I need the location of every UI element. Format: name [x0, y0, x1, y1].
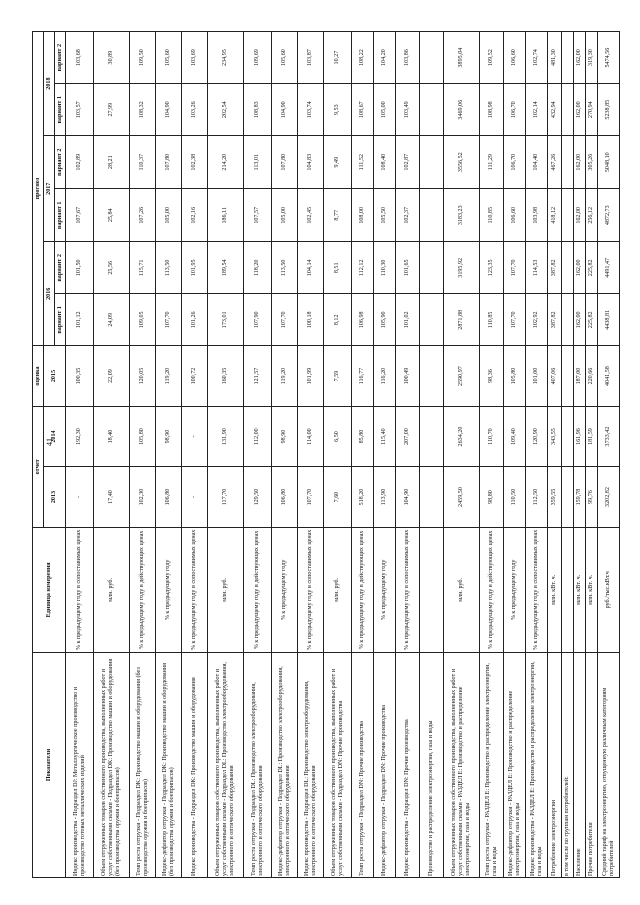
table-row [574, 32, 586, 878]
value-cell: 359,55 [548, 467, 562, 527]
value-cell: 518,20 [352, 467, 374, 527]
value-cell: - [182, 467, 208, 527]
value-cell [562, 294, 574, 346]
indicator-cell: Темп роста отгрузки - Подраздел DL: Производство электрооборудования, электронного и оптического оборудования [244, 653, 272, 878]
value-cell: 105,60 [272, 32, 298, 84]
value-cell: 234,95 [208, 32, 244, 84]
value-cell: 162,00 [574, 136, 586, 189]
value-cell: 27,99 [94, 84, 130, 136]
value-cell: 85,80 [352, 406, 374, 467]
value-cell: 114,53 [526, 242, 548, 294]
value-cell: 98,90 [156, 406, 182, 467]
unit-cell: % к предыдущему году в действующих ценах [352, 527, 374, 652]
value-cell [562, 467, 574, 527]
value-cell: 104,90 [156, 84, 182, 136]
header-variant-1: вариант 1 [55, 84, 66, 136]
value-cell: 105,90 [374, 294, 396, 346]
value-cell: 101,95 [182, 242, 208, 294]
header-report: отчет [33, 406, 44, 527]
value-cell: 343,55 [548, 406, 562, 467]
value-cell: 181,59 [586, 406, 598, 467]
header-estimate: оценка [33, 346, 44, 406]
value-cell: 18,40 [94, 406, 130, 467]
value-cell: 270,94 [586, 84, 598, 136]
header-year-2018: 2018 [44, 32, 55, 136]
value-cell: 192,30 [66, 406, 94, 467]
value-cell: 103,74 [298, 84, 324, 136]
indicator-cell: Производство и распределение электроэнергии, газа и воды [420, 653, 444, 878]
value-cell: 7,60 [324, 467, 352, 527]
table-row [298, 32, 324, 878]
value-cell: 101,65 [396, 242, 420, 294]
value-cell: 99,76 [586, 467, 598, 527]
value-cell: 2634,20 [444, 406, 480, 467]
value-cell: 105,00 [374, 84, 396, 136]
indicator-cell: Объем отгруженных товаров собственного производства, выполненных работ и услуг собственными силами - РАЗДЕЛ E: Производство и распределение электроэнергии, газа и воды [444, 653, 480, 878]
value-cell: 111,52 [352, 136, 374, 189]
value-cell: 28,21 [94, 136, 130, 189]
value-cell: 4491,47 [598, 242, 620, 294]
value-cell: 9,49 [324, 136, 352, 189]
header-year-2017: 2017 [44, 136, 55, 242]
value-cell: 387,82 [548, 294, 562, 346]
indicator-cell: Индекс производства - Подраздел DL: Производство электрооборудования, электронного и оптического оборудования [298, 653, 324, 878]
table-row [480, 32, 504, 878]
value-cell: 387,82 [548, 242, 562, 294]
value-cell: 4438,81 [598, 294, 620, 346]
value-cell: 108,67 [352, 84, 374, 136]
header-indicator: Показатели [33, 653, 66, 878]
value-cell: 186,11 [208, 189, 244, 242]
value-cell: 105,00 [272, 189, 298, 242]
value-cell: 107,67 [66, 189, 94, 242]
unit-cell: % к предыдущему году в сопоставимых ценах [526, 527, 548, 652]
value-cell [420, 84, 444, 136]
value-cell: 120,05 [130, 346, 156, 406]
value-cell: 7,59 [324, 346, 352, 406]
value-cell [420, 136, 444, 189]
value-cell: 105,50 [374, 189, 396, 242]
value-cell: 256,12 [586, 189, 598, 242]
value-cell: 113,01 [244, 136, 272, 189]
indicator-cell: Темп роста отгрузки - Подраздел DK: Производство машин и оборудования (без производства оружия и боеприпасов) [130, 653, 156, 878]
value-cell: 173,01 [208, 294, 244, 346]
indicator-cell: Индекс производства - РАЗДЕЛ E: Производство и распределение электроэнергии, газа и воды [526, 653, 548, 878]
value-cell: 110,50 [504, 467, 526, 527]
value-cell: 103,86 [396, 32, 420, 84]
indicator-cell: Темп роста отгрузки - Подраздел DN: Прочие производства [352, 653, 374, 878]
indicator-cell: Индекс-дефлятор отгрузки - Подраздел DK: Производство машин и оборудования (без производства оружия и боеприпасов) [156, 653, 182, 878]
value-cell: 119,20 [156, 346, 182, 406]
value-cell: 116,20 [374, 346, 396, 406]
unit-cell: млн. руб. [444, 527, 480, 652]
value-cell: 107,70 [298, 467, 324, 527]
value-cell: 22,09 [94, 346, 130, 406]
value-cell: 418,12 [548, 189, 562, 242]
value-cell: 202,54 [208, 84, 244, 136]
value-cell: 407,06 [548, 346, 562, 406]
value-cell: 103,69 [182, 32, 208, 84]
unit-cell: % к предыдущему году в сопоставимых ценах [396, 527, 420, 652]
value-cell: 8,77 [324, 189, 352, 242]
value-cell: 110,37 [130, 136, 156, 189]
header-variant-2: вариант 2 [55, 242, 66, 294]
unit-cell [420, 527, 444, 652]
value-cell: 102,74 [526, 32, 548, 84]
value-cell: 110,30 [374, 242, 396, 294]
value-cell: 107,26 [130, 189, 156, 242]
rotated-table-container [32, 31, 632, 878]
value-cell: 123,35 [480, 242, 504, 294]
value-cell: 110,85 [480, 189, 504, 242]
value-cell: 102,37 [396, 189, 420, 242]
table-row [182, 32, 208, 878]
value-cell [562, 242, 574, 294]
table-row [374, 32, 396, 878]
unit-cell: % к предыдущему году в сопоставимых ценах [182, 527, 208, 652]
table-row [396, 32, 420, 878]
value-cell: 102,92 [526, 294, 548, 346]
value-cell: 105,80 [504, 346, 526, 406]
value-cell: 161,96 [574, 406, 586, 467]
value-cell: 104,14 [298, 242, 324, 294]
header-year-2015: 2015 [44, 346, 66, 406]
value-cell: 5048,10 [598, 136, 620, 189]
value-cell: 102,38 [182, 136, 208, 189]
table-row [526, 32, 548, 878]
indicator-cell: Индекс-дефлятор отгрузки - РАЗДЕЛ E: Производство и распределение электроэнергии, газа и воды [504, 653, 526, 878]
value-cell: 3469,06 [444, 84, 480, 136]
value-cell: 10,27 [324, 32, 352, 84]
table-row [420, 32, 444, 878]
table-row [352, 32, 374, 878]
unit-cell: руб./тыс.кВт.ч [598, 527, 620, 652]
value-cell: 108,98 [480, 84, 504, 136]
table-row [444, 32, 480, 878]
header-forecast: прогноз [33, 32, 44, 346]
indicator-cell: Индекс-дефлятор отгрузки - Подраздел DL: Производство электрооборудования, электронного и оптического оборудования [272, 653, 298, 878]
value-cell: 102,16 [182, 189, 208, 242]
value-cell: 108,22 [352, 32, 374, 84]
value-cell: 106,70 [504, 136, 526, 189]
value-cell: 25,56 [94, 242, 130, 294]
indicator-cell: Средний тариф на электроэнергию, отпущенную различным категориям потребителей [598, 653, 620, 878]
unit-cell: млн. руб. [94, 527, 130, 652]
value-cell: 432,94 [548, 84, 562, 136]
value-cell: 119,20 [272, 346, 298, 406]
value-cell: 108,32 [130, 84, 156, 136]
value-cell: 3195,92 [444, 242, 480, 294]
header-year-2013: 2013 [44, 467, 66, 527]
value-cell: 107,70 [272, 294, 298, 346]
value-cell: 131,90 [208, 406, 244, 467]
value-cell: 162,00 [574, 32, 586, 84]
value-cell: 101,99 [298, 346, 324, 406]
value-cell: 5474,56 [598, 32, 620, 84]
value-cell: 103,57 [66, 84, 94, 136]
table-row [504, 32, 526, 878]
value-cell [420, 406, 444, 467]
value-cell: 107,90 [244, 294, 272, 346]
indicator-cell: Объем отгруженных товаров собственного производства, выполненных работ и услуг собственными силами - Подраздел DL: Производство электрооборудования, электронного и оптического оборудования [208, 653, 244, 878]
value-cell [562, 406, 574, 467]
value-cell: 129,50 [244, 467, 272, 527]
value-cell: 101,02 [396, 294, 420, 346]
value-cell: 104,40 [526, 136, 548, 189]
value-cell: 103,98 [526, 189, 548, 242]
value-cell: 106,98 [352, 294, 374, 346]
header-year-2016: 2016 [44, 242, 55, 346]
value-cell: 4872,73 [598, 189, 620, 242]
value-cell: 114,00 [298, 406, 324, 467]
header-year-2014: 2014 [44, 406, 66, 467]
forecast-table [32, 31, 620, 878]
value-cell: 101,12 [66, 294, 94, 346]
value-cell: 8,12 [324, 294, 352, 346]
value-cell: 9,53 [324, 84, 352, 136]
unit-cell: млн. руб. [208, 527, 244, 652]
value-cell: 159,78 [574, 467, 586, 527]
value-cell [562, 84, 574, 136]
value-cell: 220,66 [586, 346, 598, 406]
value-cell: 17,40 [94, 467, 130, 527]
value-cell: 113,50 [272, 242, 298, 294]
value-cell: 108,83 [244, 84, 272, 136]
header-variant-2: вариант 2 [55, 32, 66, 84]
indicator-cell: Индекс производства - Подраздел DK: Производство машин и оборудования [182, 653, 208, 878]
table-body [66, 32, 620, 878]
value-cell: 110,85 [480, 294, 504, 346]
value-cell: 100,18 [298, 294, 324, 346]
value-cell: 3895,04 [444, 32, 480, 84]
value-cell: 225,82 [586, 294, 598, 346]
value-cell: 109,50 [130, 32, 156, 84]
value-cell: 115,40 [374, 406, 396, 467]
value-cell: 109,52 [480, 32, 504, 84]
value-cell: 107,80 [156, 136, 182, 189]
table-row [66, 32, 94, 878]
value-cell: 6,50 [324, 406, 352, 467]
value-cell: 107,70 [504, 294, 526, 346]
value-cell: 108,40 [374, 136, 396, 189]
value-cell [420, 189, 444, 242]
unit-cell: % к предыдущему году [156, 527, 182, 652]
table-row [324, 32, 352, 878]
value-cell: 4041,58 [598, 346, 620, 406]
indicator-cell: Темп роста отгрузки - РАЗДЕЛ E: Производство и распределение электроэнергии, газа и воды [480, 653, 504, 878]
value-cell: 102,89 [66, 136, 94, 189]
indicator-cell: Индекс производства - Подраздел DN: Прочие производства [396, 653, 420, 878]
value-cell: 305,26 [586, 136, 598, 189]
header-variant-2: вариант 2 [55, 136, 66, 189]
header-variant-1: вариант 1 [55, 294, 66, 346]
indicator-cell: Население [574, 653, 586, 878]
value-cell: 103,87 [298, 32, 324, 84]
unit-cell: млн. руб. [324, 527, 352, 652]
header-variant-1: вариант 1 [55, 189, 66, 242]
unit-cell: % к предыдущему году [504, 527, 526, 652]
value-cell: 113,90 [374, 467, 396, 527]
value-cell: 225,82 [586, 242, 598, 294]
value-cell: 118,20 [244, 242, 272, 294]
unit-cell: % к предыдущему году в сопоставимых ценах [298, 527, 324, 652]
value-cell: 100,72 [182, 346, 208, 406]
value-cell: 8,51 [324, 242, 352, 294]
value-cell: 106,80 [272, 467, 298, 527]
table-row [586, 32, 598, 878]
value-cell: 121,57 [244, 346, 272, 406]
value-cell: 112,00 [244, 406, 272, 467]
value-cell: 319,30 [586, 32, 598, 84]
value-cell [420, 467, 444, 527]
unit-cell: % к предыдущему году в действующих ценах [130, 527, 156, 652]
table-row [548, 32, 562, 878]
value-cell: 207,00 [396, 406, 420, 467]
value-cell [420, 32, 444, 84]
unit-cell: % к предыдущему году [272, 527, 298, 652]
value-cell: 108,00 [352, 189, 374, 242]
value-cell: 24,09 [94, 294, 130, 346]
value-cell: 467,26 [548, 136, 562, 189]
value-cell: 101,26 [182, 294, 208, 346]
value-cell: 109,40 [504, 406, 526, 467]
value-cell: 162,00 [574, 84, 586, 136]
value-cell: 115,71 [130, 242, 156, 294]
page-number: 41 [45, 438, 54, 446]
unit-cell: % к предыдущему году в действующих ценах [244, 527, 272, 652]
value-cell [562, 189, 574, 242]
value-cell: 30,89 [94, 32, 130, 84]
value-cell: 214,20 [208, 136, 244, 189]
value-cell: 107,70 [156, 294, 182, 346]
value-cell: 106,60 [504, 32, 526, 84]
table-row [94, 32, 130, 878]
table-row [562, 32, 574, 878]
value-cell: 120,90 [526, 406, 548, 467]
value-cell: 102,87 [396, 136, 420, 189]
unit-cell: % к предыдущему году в сопоставимых ценах [66, 527, 94, 652]
value-cell: 112,12 [352, 242, 374, 294]
value-cell: 107,57 [244, 189, 272, 242]
value-cell: 116,77 [352, 346, 374, 406]
value-cell: 105,00 [156, 189, 182, 242]
value-cell: 106,80 [156, 467, 182, 527]
value-cell: 25,84 [94, 189, 130, 242]
value-cell: 107,70 [504, 242, 526, 294]
value-cell: 162,00 [574, 189, 586, 242]
value-cell [562, 32, 574, 84]
value-cell: 111,29 [480, 136, 504, 189]
table-row [156, 32, 182, 878]
value-cell: 104,90 [396, 467, 420, 527]
value-cell: 98,80 [480, 467, 504, 527]
value-cell: - [182, 406, 208, 467]
value-cell: 162,00 [574, 294, 586, 346]
value-cell: 98,36 [480, 346, 504, 406]
indicator-cell: Объем отгруженных товаров собственного производства, выполненных работ и услуг собственными силами - Подраздел DN: Прочие производства [324, 653, 352, 878]
value-cell [562, 136, 574, 189]
value-cell: 160,35 [208, 346, 244, 406]
value-cell: 106,60 [504, 189, 526, 242]
value-cell: 162,00 [574, 242, 586, 294]
value-cell: 3556,52 [444, 136, 480, 189]
indicator-cell: Индекс производства - Подраздел DJ: Металлургическое производство и производство готовых металлических изделий [66, 653, 94, 878]
unit-cell [562, 527, 574, 652]
header-unit: Единица измерения [33, 527, 66, 652]
indicator-cell: Прочие потребители [586, 653, 598, 878]
value-cell: 2459,50 [444, 467, 480, 527]
value-cell: 109,69 [244, 32, 272, 84]
indicator-cell: Индекс-дефлятор отгрузки - Подраздел DN: Прочие производства [374, 653, 396, 878]
table-row [272, 32, 298, 878]
value-cell [562, 346, 574, 406]
value-cell [420, 242, 444, 294]
value-cell: 104,90 [272, 84, 298, 136]
value-cell: 3202,82 [598, 467, 620, 527]
value-cell: 112,50 [526, 467, 548, 527]
value-cell: 102,14 [526, 84, 548, 136]
value-cell: 2871,88 [444, 294, 480, 346]
value-cell: 103,49 [396, 84, 420, 136]
value-cell: 106,70 [504, 84, 526, 136]
value-cell: 107,80 [272, 136, 298, 189]
value-cell: 102,30 [130, 467, 156, 527]
value-cell: 104,83 [298, 136, 324, 189]
table-row [130, 32, 156, 878]
value-cell: 102,45 [298, 189, 324, 242]
value-cell: 109,05 [130, 294, 156, 346]
value-cell: 110,70 [480, 406, 504, 467]
unit-cell: млн. кВт. ч. [574, 527, 586, 652]
table-row [244, 32, 272, 878]
value-cell [420, 346, 444, 406]
value-cell: 100,35 [66, 346, 94, 406]
value-cell: 103,26 [182, 84, 208, 136]
table-row [208, 32, 244, 878]
value-cell: 101,50 [66, 242, 94, 294]
value-cell: - [66, 467, 94, 527]
indicator-cell: Потребление электроэнергии [548, 653, 562, 878]
value-cell: 105,60 [156, 32, 182, 84]
value-cell: 481,30 [548, 32, 562, 84]
value-cell [420, 294, 444, 346]
value-cell: 187,00 [574, 346, 586, 406]
value-cell: 2590,97 [444, 346, 480, 406]
table-row [598, 32, 620, 878]
value-cell: 100,49 [396, 346, 420, 406]
value-cell: 113,50 [156, 242, 182, 294]
unit-cell: % к предыдущему году в действующих ценах [480, 527, 504, 652]
unit-cell: млн. кВт. ч. [586, 527, 598, 652]
indicator-cell: в том числе по группам потребителей: [562, 653, 574, 878]
value-cell: 3733,42 [598, 406, 620, 467]
value-cell: 117,70 [208, 467, 244, 527]
value-cell: 189,54 [208, 242, 244, 294]
value-cell: 105,80 [130, 406, 156, 467]
value-cell: 98,90 [272, 406, 298, 467]
value-cell: 5238,85 [598, 84, 620, 136]
unit-cell: млн. кВт. ч. [548, 527, 562, 652]
value-cell: 101,00 [526, 346, 548, 406]
value-cell: 3183,23 [444, 189, 480, 242]
unit-cell: % к предыдущему году [374, 527, 396, 652]
indicator-cell: Объем отгруженных товаров собственного производства, выполненных работ и услуг собственными силами - Подраздел DK: Производство машин и оборудования (без производства оружия и боеприпасов) [94, 653, 130, 878]
value-cell: 104,20 [374, 32, 396, 84]
value-cell: 103,68 [66, 32, 94, 84]
